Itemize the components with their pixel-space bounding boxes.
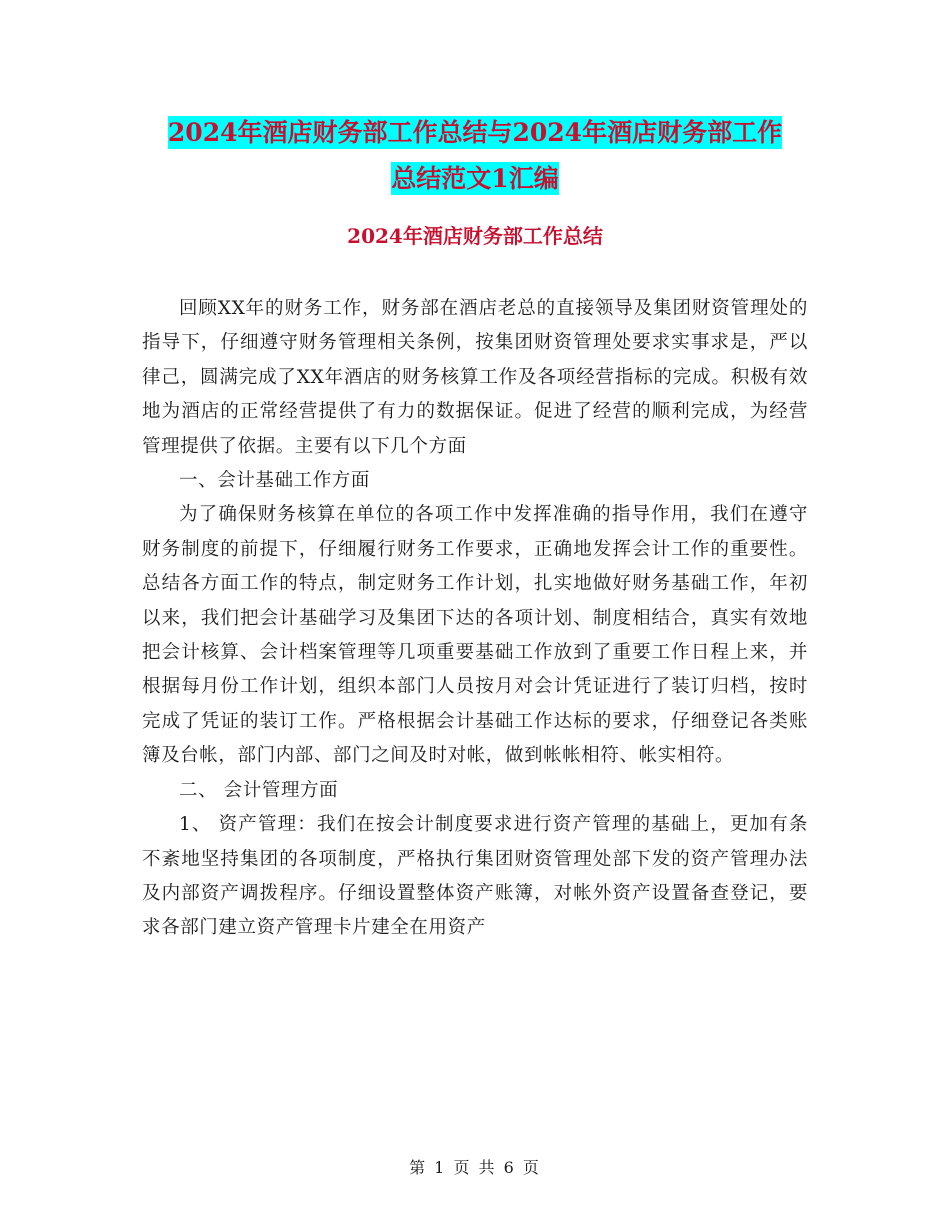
- page-footer: 第 1 页 共 6 页: [409, 1158, 541, 1177]
- paragraph: 回顾XX年的财务工作，财务部在酒店老总的直接领导及集团财资管理处的指导下，仔细遵守财务管理相关条例，按集团财资管理处要求实事求是，严以律己，圆满完成了XX年酒店的财务核算工作及各项经营指标的完成。积极有效地为酒店的正常经营提供了有力的数据保证。促进了经营的顺利完成，为经营管理提供了依据。主要有以下几个方面: [142, 298, 808, 457]
- section-heading: 2024年酒店财务部工作总结: [347, 224, 603, 248]
- paragraph: 1、 资产管理：我们在按会计制度要求进行资产管理的基础上，更加有条不紊地坚持集团的各项制度，严格执行集团财资管理处部下发的资产管理办法及内部资产调拨程序。仔细设置整体资产账簿，对帐外资产设置备查登记，要求各部门建立资产管理卡片建全在用资产: [142, 814, 808, 939]
- paragraph: 为了确保财务核算在单位的各项工作中发挥准确的指导作用，我们在遵守财务制度的前提下，仔细履行财务工作要求，正确地发挥会计工作的重要性。总结各方面工作的特点，制定财务工作计划，扎实地做好财务基础工作，年初以来，我们把会计基础学习及集团下达的各项计划、制度相结合，真实有效地把会计核算、会计档案管理等几项重要基础工作放到了重要工作日程上来，并根据每月份工作计划，组织本部门人员按月对会计凭证进行了装订归档，按时完成了凭证的装订工作。严格根据会计基础工作达标的要求，仔细登记各类账簿及台帐，部门内部、部门之间及时对帐，做到帐帐相符、帐实相符。: [142, 504, 808, 767]
- title-line-1-text: 2024年酒店财务部工作总结与2024年酒店财务部工作: [167, 118, 783, 147]
- paragraph: 一、会计基础工作方面: [179, 470, 371, 492]
- title-line-2-text: 总结范文1汇编: [391, 164, 559, 193]
- title-line-1: [0, 110, 950, 156]
- paragraph: 二、 会计管理方面: [179, 779, 339, 801]
- title-line-2: [0, 156, 950, 202]
- document-title: [0, 110, 950, 202]
- body-text: [142, 292, 808, 946]
